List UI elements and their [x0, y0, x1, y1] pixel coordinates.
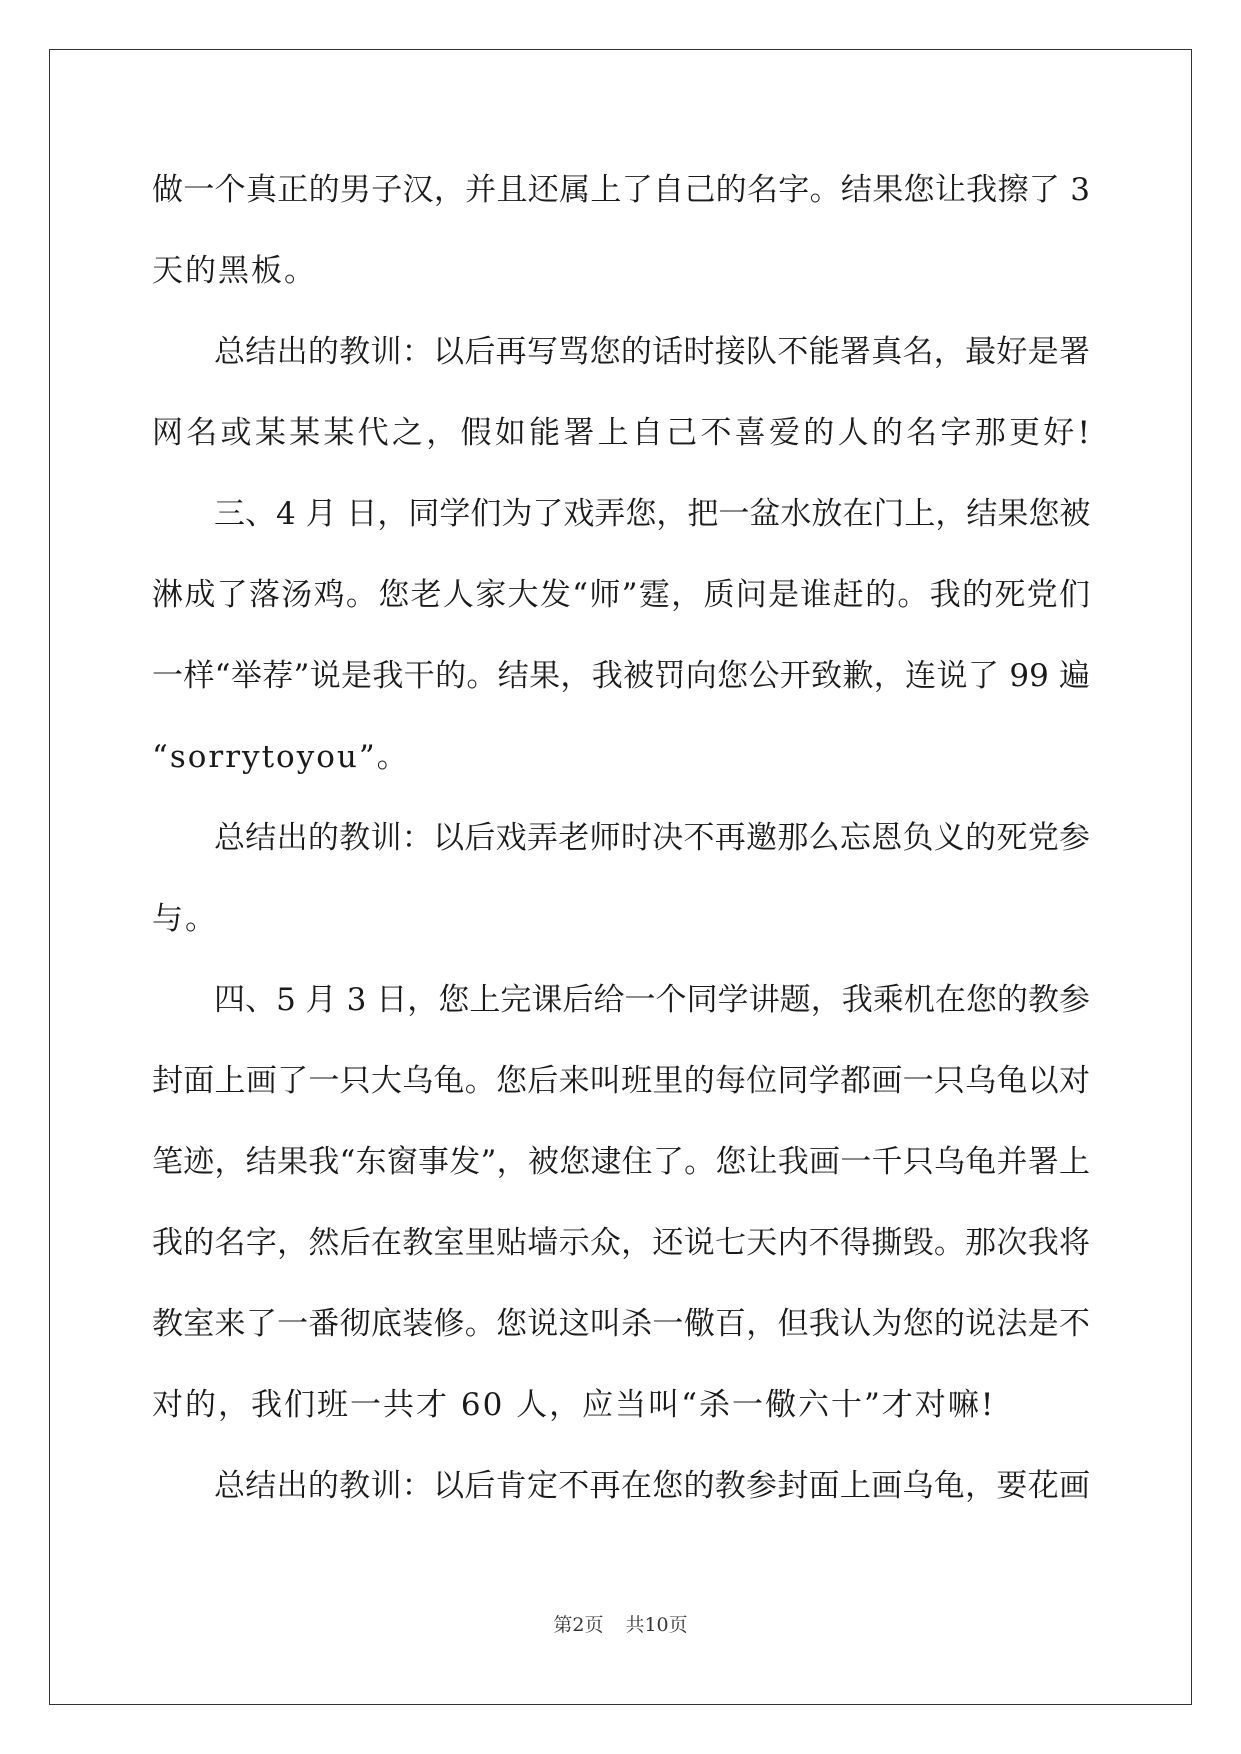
text-line: 三、4 月 日，同学们为了戏弄您，把一盆水放在门上，结果您被	[214, 496, 1091, 532]
text-line: 淋成了落汤鸡。您老人家大发“师”霆，质问是谁赶的。我的死党们	[152, 577, 1090, 613]
page-footer	[0, 1613, 1241, 1637]
text-line: 总结出的教训：以后戏弄老师时决不再邀那么忘恩负义的死党参	[214, 820, 1090, 856]
text-line: 四、5 月 3 日，您上完课后给一个同学讲题，我乘机在您的教参	[214, 982, 1090, 1018]
text-line: “sorrytoyou”。	[152, 739, 410, 775]
text-line: 封面上画了一只大乌龟。您后来叫班里的每位同学都画一只乌龟以对	[152, 1063, 1090, 1099]
text-line: 网名或某某某代之，假如能署上自己不喜爱的人的名字那更好!	[152, 415, 1090, 451]
text-line: 总结出的教训：以后肯定不再在您的教参封面上画乌龟，要花画	[214, 1468, 1090, 1504]
text-line: 对的，我们班一共才 60 人，应当叫“杀一儆六十”才对嘛!	[152, 1387, 996, 1423]
text-line: 教室来了一番彻底装修。您说这叫杀一儆百，但我认为您的说法是不	[152, 1306, 1090, 1342]
text-line: 一样“举荐”说是我干的。结果，我被罚向您公开致歉，连说了 99 遍	[152, 658, 1090, 694]
document-body	[152, 160, 1090, 1537]
text-line: 我的名字，然后在教室里贴墙示众，还说七天内不得撕毁。那次我将	[152, 1225, 1090, 1261]
text-line: 总结出的教训：以后再写骂您的话时接队不能署真名，最好是署	[214, 334, 1090, 370]
text-line: 做一个真正的男子汉，并且还属上了自己的名字。结果您让我擦了 3	[152, 172, 1090, 208]
text-line: 笔迹，结果我“东窗事发”，被您逮住了。您让我画一千只乌龟并署上	[152, 1144, 1090, 1180]
page-total: 共10页	[625, 1614, 688, 1636]
page-number: 第2页	[553, 1614, 604, 1636]
text-line: 天的黑板。	[152, 253, 317, 289]
text-line: 与。	[152, 901, 218, 937]
